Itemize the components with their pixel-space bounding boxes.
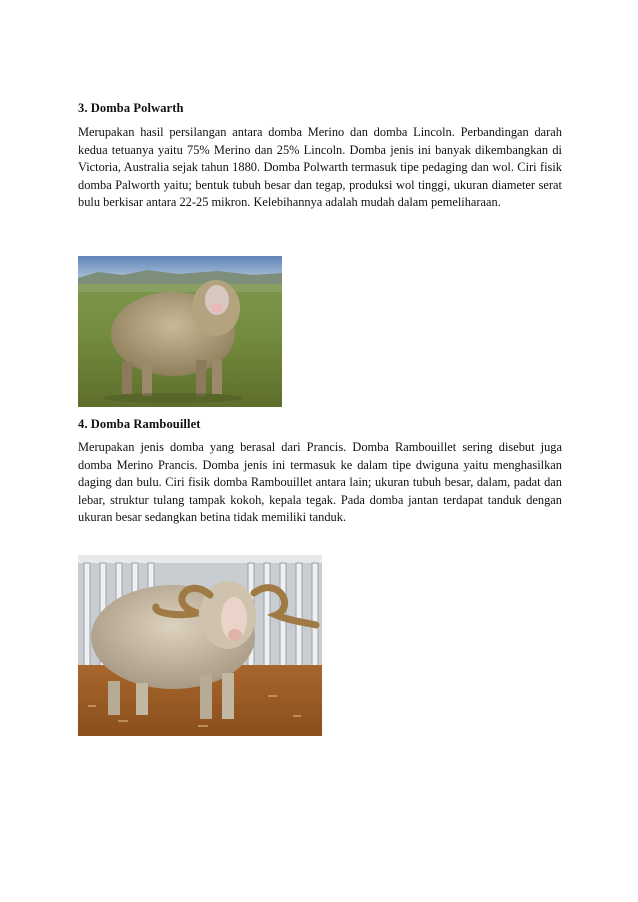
rambouillet-ram-photo	[78, 555, 322, 736]
section-3-heading: 3. Domba Polwarth	[78, 101, 184, 115]
section-4-paragraph: Merupakan jenis domba yang berasal dari Prancis. Domba Rambouillet sering disebut juga domba Merino Prancis. Domba jenis ini termasuk ke dalam tipe dwiguna yaitu menghasilkan daging dan bulu. Ciri fisik domba Rambouillet antara lain; ukuran tubuh besar, dalam, padat dan lebar, struktur tulang tampak kokoh, kepala tegak. Pada domba jantan terdapat tanduk dengan ukuran besar sedangkan betina tidak memiliki tanduk.	[78, 440, 562, 525]
section-4-heading: 4. Domba Rambouillet	[78, 417, 201, 431]
section-3-paragraph: Merupakan hasil persilangan antara domba Merino dan domba Lincoln. Perbandingan darah kedua tetuanya yaitu 75% Merino dan 25% Lincoln. Domba jenis ini banyak dikembangkan di Victoria, Australia sejak tahun 1880. Domba Polwarth termasuk tipe pedaging dan wol. Ciri fisik domba Palworth yaitu; bentuk tubuh besar dan tegap, produksi wol tinggi, ukuran diameter serat bulu berkisar antara 22-25 mikron. Kelebihannya adalah mudah dalam pemeliharaan.	[78, 125, 562, 210]
polwarth-sheep-photo	[78, 256, 282, 407]
